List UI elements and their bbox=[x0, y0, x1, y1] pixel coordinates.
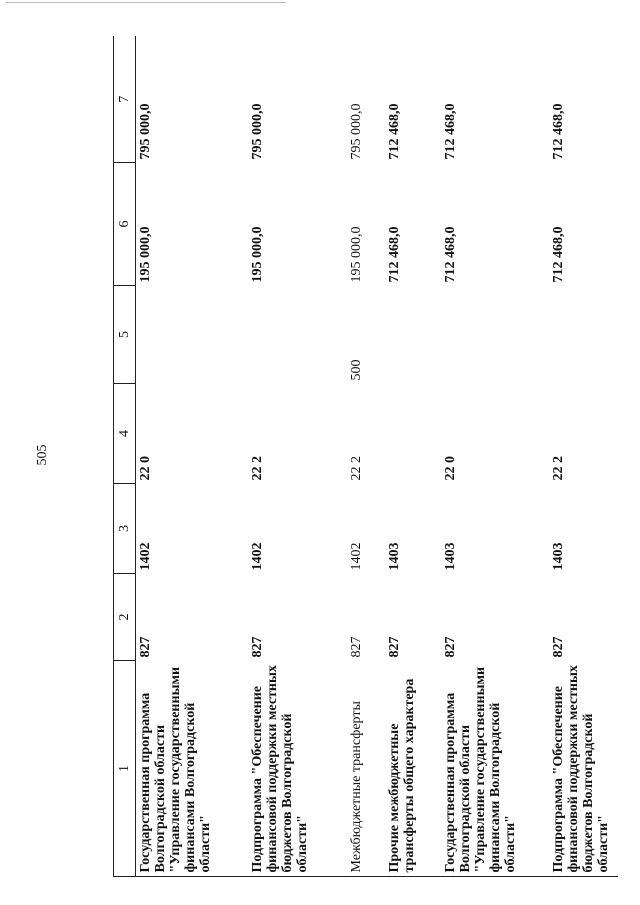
page-number: 505 bbox=[35, 444, 50, 466]
cell-expense-type bbox=[441, 286, 549, 384]
cell-amount-2: 712 468,0 bbox=[387, 103, 402, 160]
cell-amount-2: 795 000,0 bbox=[349, 103, 364, 160]
cell-section-code: 1403 bbox=[387, 542, 402, 571]
cell-amount-2: 712 468,0 bbox=[551, 103, 566, 160]
table-row bbox=[441, 37, 549, 877]
cell-amount-2: 795 000,0 bbox=[250, 103, 265, 160]
cell-expense-type bbox=[248, 286, 347, 384]
column-header-1: 1 bbox=[114, 661, 136, 877]
cell-expense-type bbox=[385, 286, 441, 384]
table-row bbox=[385, 37, 441, 877]
cell-amount-2: 795 000,0 bbox=[138, 103, 153, 160]
cell-expense-type bbox=[136, 286, 249, 384]
cell-amount-1: 712 468,0 bbox=[551, 226, 566, 283]
cell-ministry-code: 827 bbox=[443, 636, 458, 658]
cell-amount-1: 712 468,0 bbox=[387, 226, 402, 283]
row-name: Государственная программа Волгоградской области "Управление государственными финансами Волгоградской области" bbox=[138, 666, 214, 873]
column-header-6: 6 bbox=[114, 163, 136, 286]
cell-amount-2: 712 468,0 bbox=[443, 103, 458, 160]
table-header-row bbox=[114, 37, 136, 877]
column-header-3: 3 bbox=[114, 484, 136, 574]
cell-section-code: 1403 bbox=[443, 542, 458, 571]
cell-section-code: 1402 bbox=[138, 542, 153, 571]
rotated-table-container bbox=[113, 37, 618, 877]
cell-section-code: 1402 bbox=[349, 542, 364, 571]
cell-target-article: 22 2 bbox=[349, 456, 364, 481]
cell-target-article: 22 0 bbox=[443, 456, 458, 481]
cell-ministry-code: 827 bbox=[250, 636, 265, 658]
cell-ministry-code: 827 bbox=[551, 636, 566, 658]
table-row bbox=[347, 37, 385, 877]
top-rule bbox=[6, 2, 286, 3]
cell-section-code: 1402 bbox=[250, 542, 265, 571]
table-row bbox=[248, 37, 347, 877]
cell-amount-1: 195 000,0 bbox=[250, 226, 265, 283]
table-row bbox=[549, 37, 611, 877]
row-name: Подпрограмма "Обеспечение финансовой поддержки местных бюджетов Волгоградской области" bbox=[551, 665, 612, 873]
cell-ministry-code: 827 bbox=[349, 636, 364, 658]
cell-ministry-code: 827 bbox=[138, 636, 153, 658]
cell-amount-1: 195 000,0 bbox=[349, 226, 364, 283]
row-name: Подпрограмма "Обеспечение финансовой поддержки местных бюджетов Волгоградской области" bbox=[250, 665, 311, 873]
row-name: Прочие межбюджетные трансферты общего характера bbox=[387, 678, 418, 873]
table-left-border bbox=[113, 876, 618, 877]
cell-target-article bbox=[385, 384, 441, 484]
cell-ministry-code: 827 bbox=[387, 636, 402, 658]
row-name: Государственная программа Волгоградской области "Управление государственными финансами Волгоградской области" bbox=[443, 666, 519, 873]
cell-expense-type bbox=[549, 286, 611, 384]
table-row bbox=[136, 37, 249, 877]
column-header-5: 5 bbox=[114, 286, 136, 384]
cell-amount-1: 195 000,0 bbox=[138, 226, 153, 283]
column-header-7: 7 bbox=[114, 37, 136, 163]
cell-section-code: 1403 bbox=[551, 542, 566, 571]
cell-target-article: 22 0 bbox=[138, 456, 153, 481]
row-name: Межбюджетные трансферты bbox=[349, 701, 364, 873]
cell-expense-type: 500 bbox=[349, 359, 364, 381]
budget-table bbox=[113, 37, 611, 878]
cell-target-article: 22 2 bbox=[250, 456, 265, 481]
cell-amount-1: 712 468,0 bbox=[443, 226, 458, 283]
cell-target-article: 22 2 bbox=[551, 456, 566, 481]
column-header-4: 4 bbox=[114, 384, 136, 484]
column-header-2: 2 bbox=[114, 574, 136, 661]
